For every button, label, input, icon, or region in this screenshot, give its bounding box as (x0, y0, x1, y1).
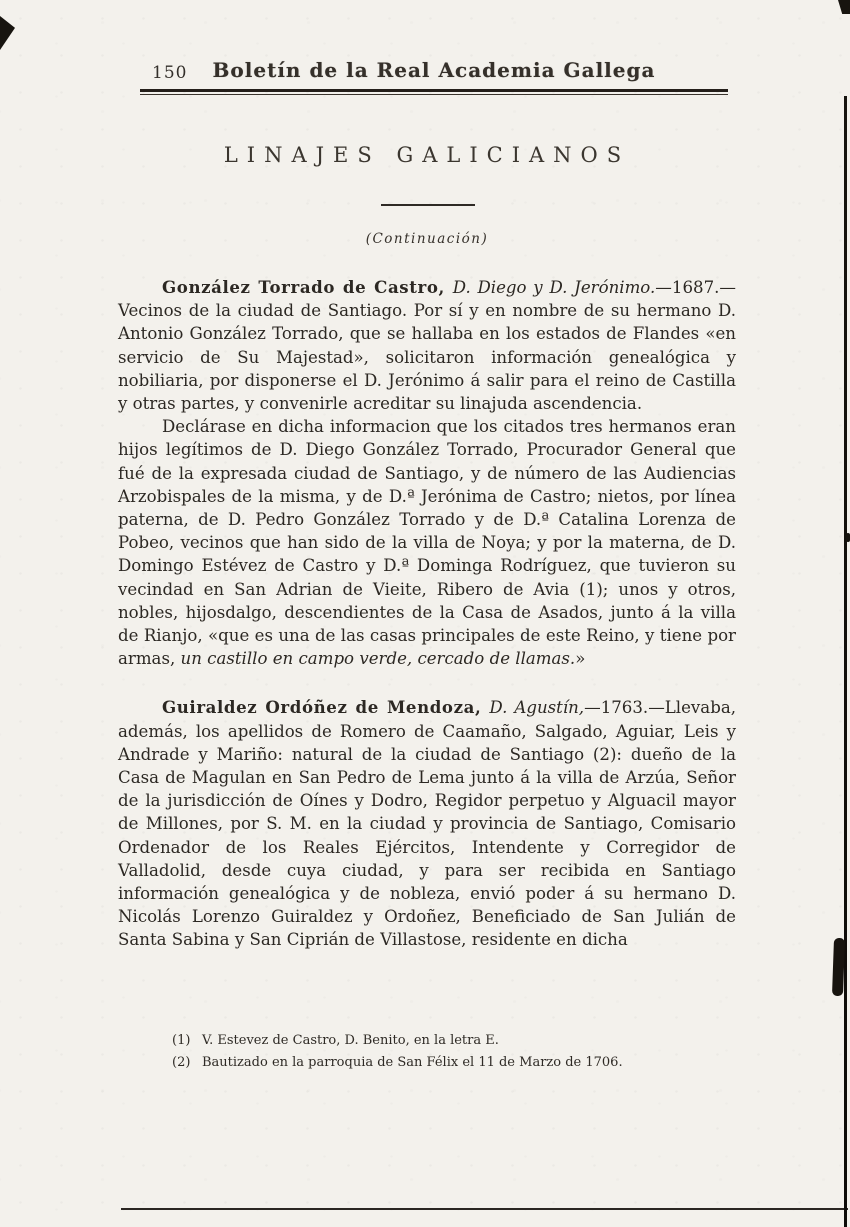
entry-name-bold: Guiraldez Ordóñez de Mendoza, (162, 697, 490, 718)
scan-artifact-speck (846, 533, 850, 542)
footnote-text: V. Estevez de Castro, D. Benito, en la letra E. (202, 1033, 499, 1048)
footnote-2 (172, 1052, 672, 1074)
heraldry-italic: un castillo en campo verde, cercado de llamas. (180, 649, 576, 669)
entry-persons-italic: D. Diego y D. Jerónimo.— (452, 278, 672, 297)
section-title: LINAJES GALICIANOS (223, 143, 631, 167)
paragraph-text: » (575, 649, 586, 669)
footnotes-section (172, 1030, 672, 1074)
footnote-text: Bautizado en la parroquia de San Félix el 11 de Marzo de 1706. (202, 1055, 623, 1070)
paragraph-guiraldez (118, 696, 736, 951)
scan-artifact-right-blob (832, 938, 845, 996)
title-divider-rule (381, 204, 475, 206)
page-number: 150 (152, 63, 188, 83)
paragraph-text: —1763.—Llevaba, además, los apellidos de Romero de Caamaño, Salgado, Aguiar, Leis y Andrade y Mariño: natural de la ciudad de Santiago (2): dueño de la Casa de Magulan en San Pedro de Lema junto á la villa de Arzúa, Señor de la jurisdicción de Oínes y Dodro, Regidor perpetuo y Alguacil mayor de Millones, por S. M. en la ciudad y provincia de Santiago, Comisario Ordenador de los Reales Ejércitos, Intendente y Corregidor de Valladolid, desde cuya ciudad, y para ser recibida en Santiago información genealógica y de nobleza, envió poder á su hermano D. Nicolás Lorenzo Guiraldez y Ordoñez, Beneficiado de San Julián de Santa Sabina y San Ciprián de Villastose, residente en dicha (118, 698, 736, 950)
scan-artifact-corner-topright (838, 0, 850, 14)
footnote-1 (172, 1030, 672, 1052)
journal-title: Boletín de la Real Academia Gallega (212, 58, 656, 82)
scan-artifact-corner-topleft (0, 16, 15, 50)
paragraph-gonzalez-torrado (118, 276, 736, 415)
paragraph-text: 1687.—Vecinos de la ciudad de Santiago. Por sí y en nombre de su hermano D. Antonio González Torrado, que se hallaba en los estados de Flandes «en servicio de Su Majestad», solicitaron información genealógica y nobiliaria, por disponerse el D. Jerónimo á salir para el reino de Castilla y otras partes, y convenirle acreditar su linajuda ascendencia. (118, 278, 736, 414)
header-rule-thin (140, 94, 728, 95)
entry-name-bold: González Torrado de Castro, (162, 277, 453, 297)
article-body (118, 276, 736, 952)
footnote-marker: (2) (172, 1055, 191, 1070)
paragraph-declarase (118, 415, 736, 670)
footnote-marker: (1) (172, 1033, 191, 1048)
scan-artifact-right-edge-line (844, 96, 847, 1227)
bottom-rule (121, 1208, 848, 1210)
header-rule-thick (140, 89, 728, 92)
continuation-note: (Continuación) (365, 231, 489, 247)
entry-persons-italic: D. Agustín, (489, 698, 585, 718)
paragraph-text: Declárase en dicha informacion que los citados tres hermanos eran hijos legítimos de D. Diego González Torrado, Procurador General que fué de la expresada ciudad de Santiago, y de número de las Audiencias Arzobispales de la misma, y de D.ª Jerónima de Castro; nietos, por línea paterna, de D. Pedro González Torrado y de D.ª Catalina Lorenza de Pobeo, vecinos que han sido de la villa de Noya; y por la materna, de D. Domingo Estévez de Castro y D.ª Dominga Rodríguez, que tuvieron su vecindad en San Adrian de Vieite, Ribero de Avia (1); unos y otros, nobles, hijosdalgo, descendientes de la Casa de Asados, junto á la villa de Rianjo, «que es una de las casas principales de este Reino, y tiene por armas, (118, 417, 736, 669)
